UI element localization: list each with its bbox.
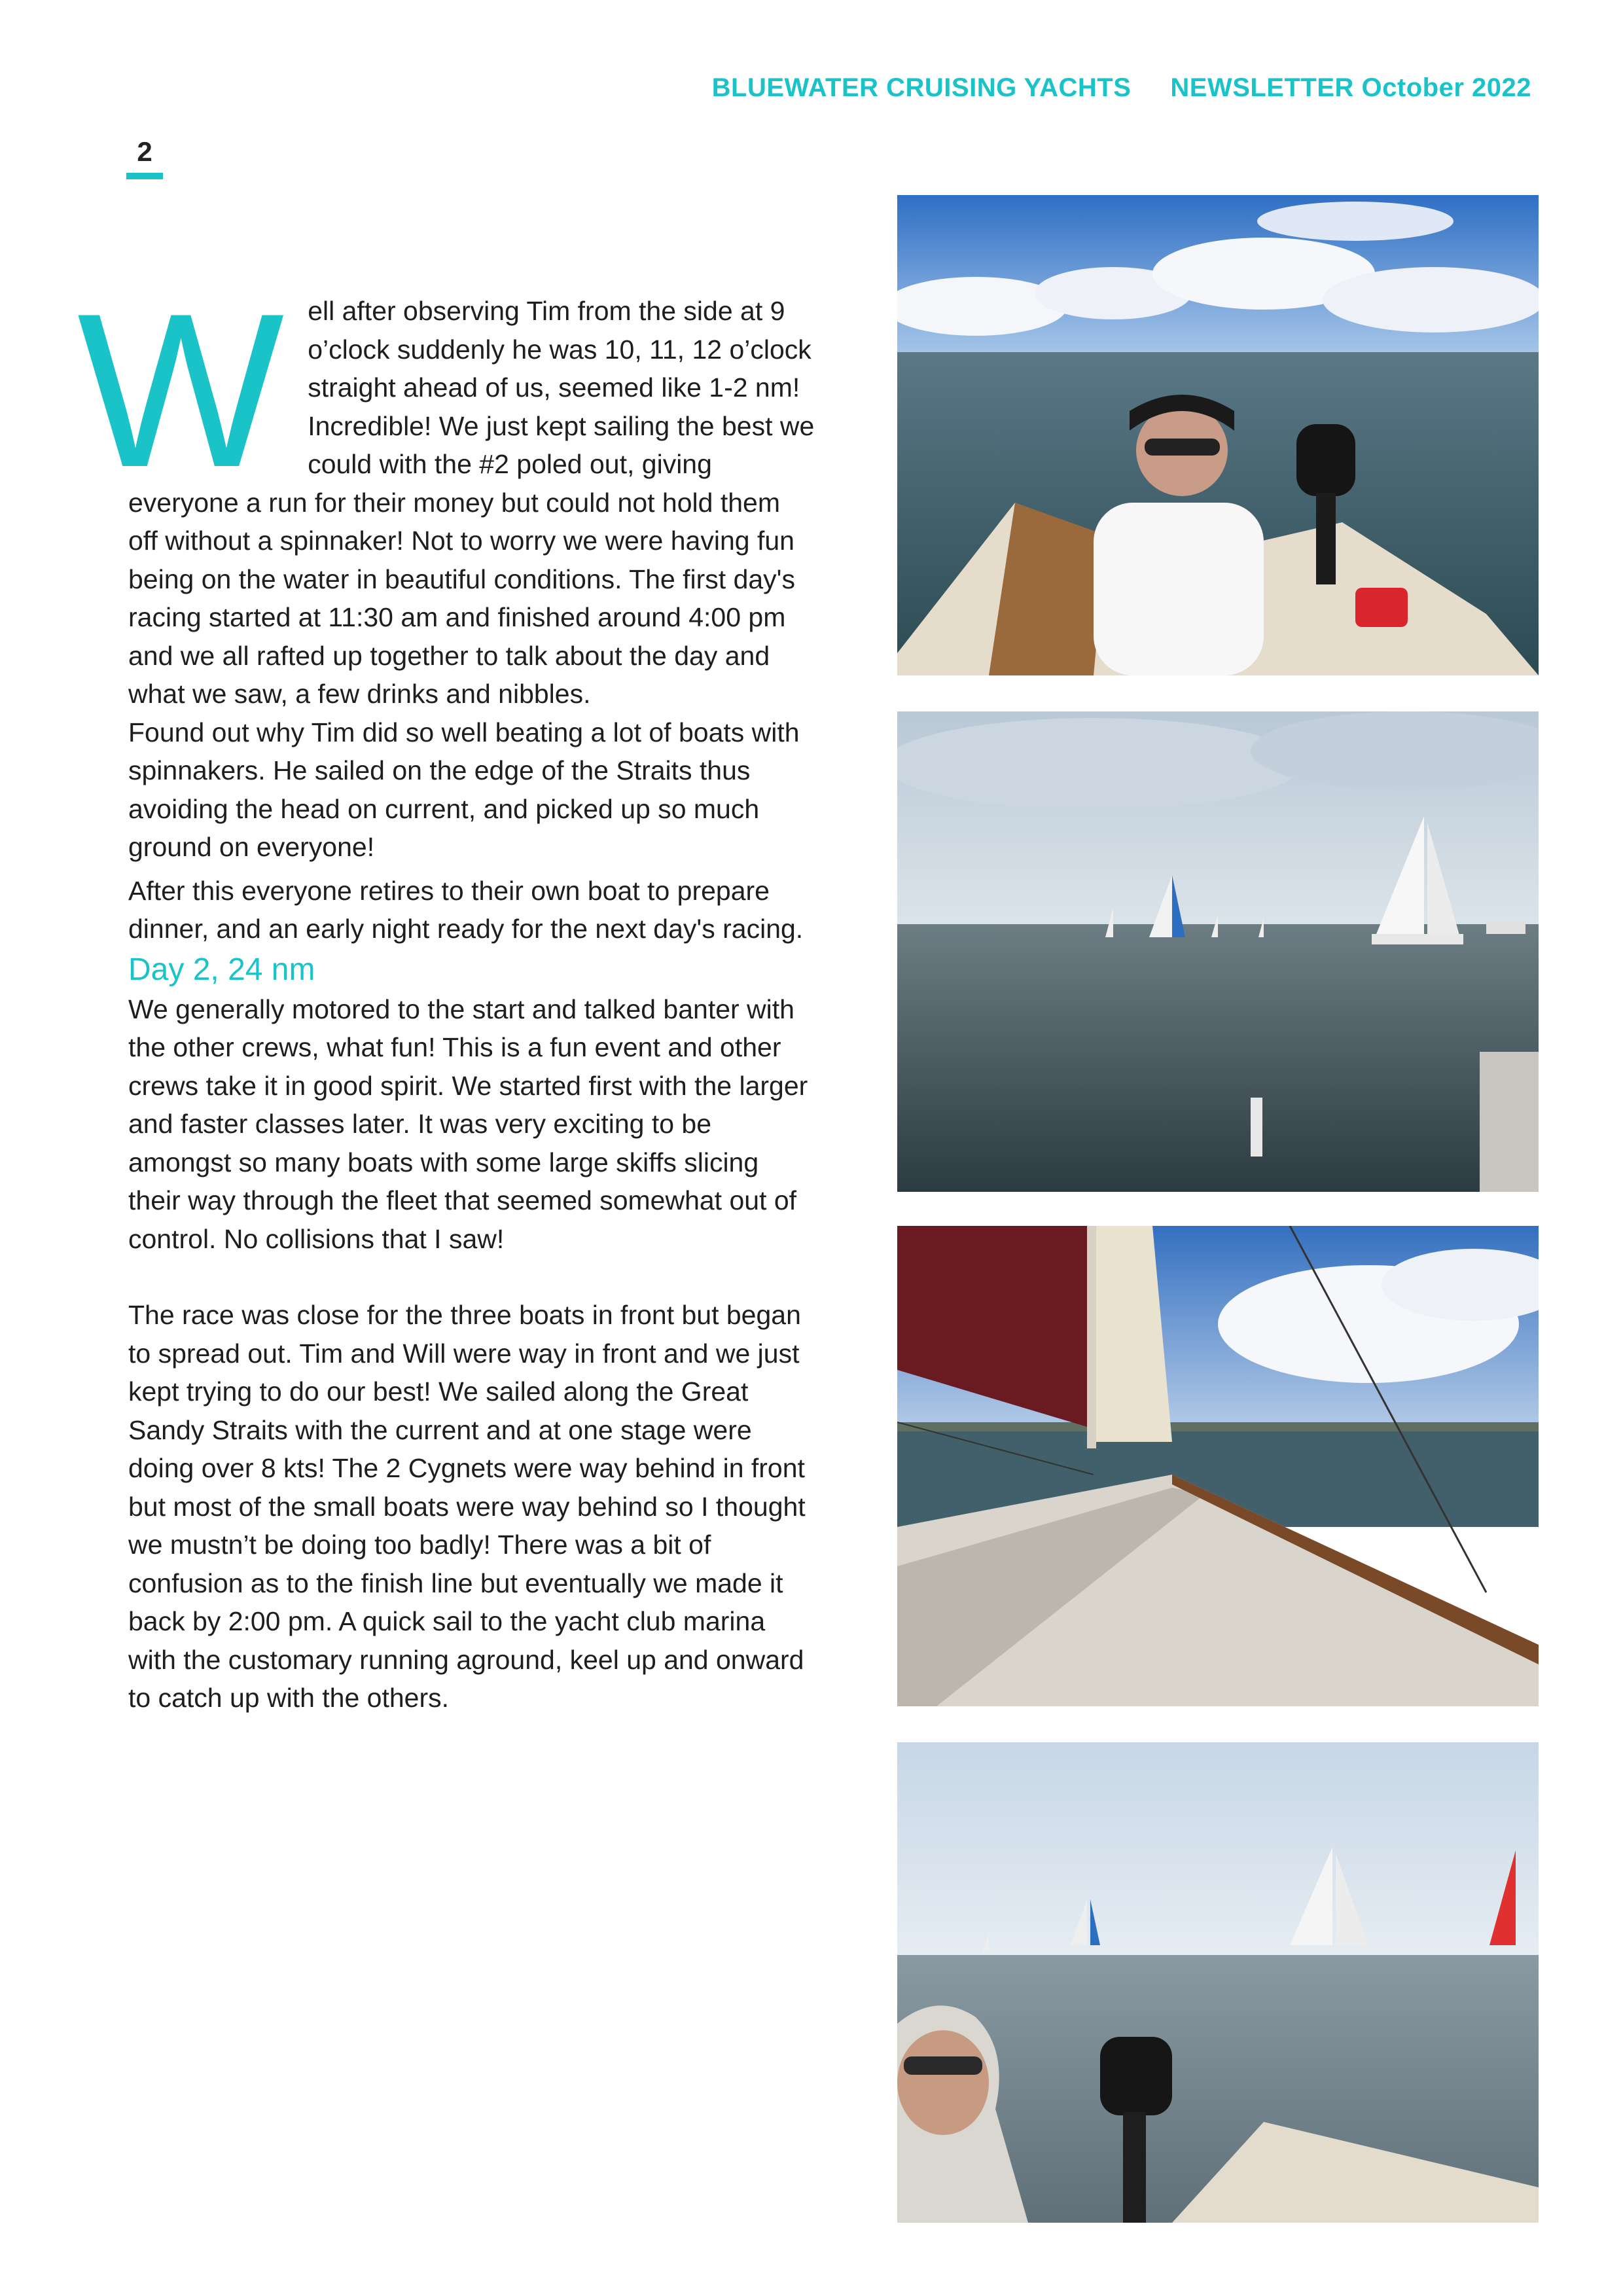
section-subheading: Day 2, 24 nm — [128, 952, 315, 987]
page-number-underline — [126, 173, 163, 179]
brand-name: BLUEWATER CRUISING YACHTS — [711, 73, 1132, 102]
article-body — [77, 268, 815, 1717]
photo-fleet-on-water — [897, 711, 1539, 1192]
article-paragraph: ell after observing Tim from the side at 9 o’clock suddenly he was 10, 11, 12 o’clock straight ahead of us, seemed like 1-2 nm! Incredible! We just kept sailing the best we could with the #2 poled out, giving everyone a run for their money but could not hold them off without a spinnaker! Not to worry we were having fun being on the water in beautiful conditions. The first day's racing started at 11:30 am and finished around 4:00 pm and we all rafted up together to talk about the day and what we saw, a few drinks and nibbles. — [128, 296, 815, 709]
article-paragraph: The race was close for the three boats in front but began to spread out. Tim and Will were way in front and we just kept trying to do our best! We sailed along the Great Sandy Straits with the current and at one stage were doing over 8 kts! The 2 Cygnets were way behind in front but most of the small boats were way behind so I thought we mustn’t be doing too badly! There was a bit of confusion as to the finish line but eventually we made it back by 2:00 pm. A quick sail to the yacht club marina with the customary running aground, keel up and onward to catch up with the others. — [128, 1300, 806, 1713]
article-paragraph: We generally motored to the start and talked banter with the other crews, what fun! This is a fun event and other crews take it in good spirit. We started first with the larger and faster classes later. It was very exciting to be amongst so many boats with some large skiffs slicing their way through the fleet that seemed somewhat out of control. No collisions that I saw! — [128, 994, 808, 1254]
page-number: 2 — [137, 136, 152, 167]
photo-foredeck-sails — [897, 1226, 1539, 1706]
issue-label: NEWSLETTER October 2022 — [1170, 73, 1531, 102]
drop-cap: W — [77, 268, 285, 512]
article-paragraph: After this everyone retires to their own boat to prepare dinner, and an early night ready for the next day's racing. — [128, 875, 804, 944]
photo-crew-in-dinghy — [897, 195, 1539, 675]
article-paragraph: Found out why Tim did so well beating a lot of boats with spinnakers. He sailed on the edge of the Straits thus avoiding the head on current, and picked up so much ground on everyone! — [128, 717, 800, 862]
photo-selfie-with-fleet — [897, 1742, 1539, 2223]
newsletter-header — [712, 73, 1531, 103]
